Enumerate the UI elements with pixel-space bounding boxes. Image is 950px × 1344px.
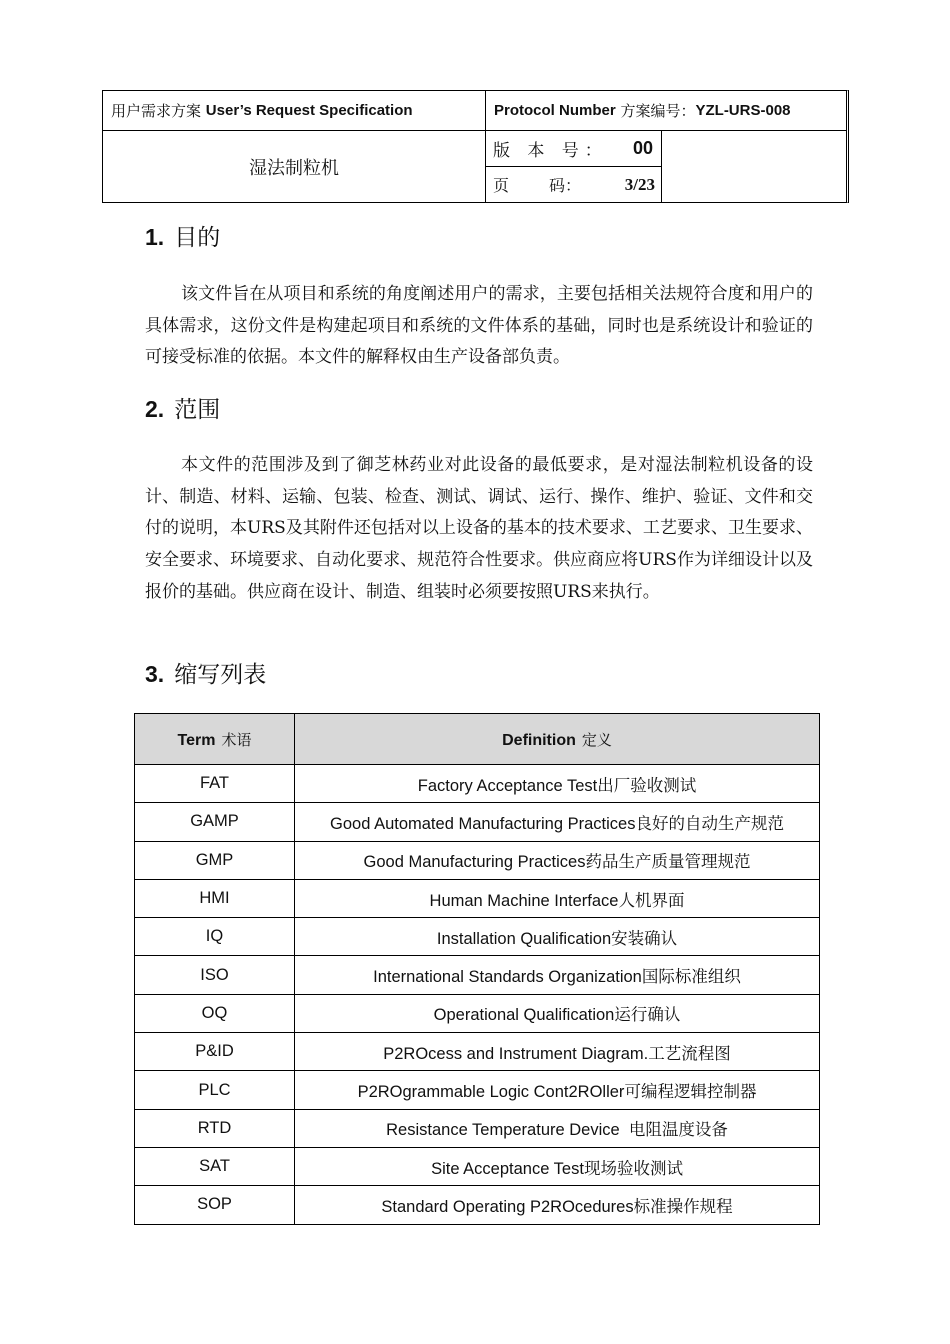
term-cell: ISO <box>135 956 295 994</box>
definition-cell <box>295 918 820 956</box>
definition-cell <box>295 1033 820 1071</box>
table-row <box>135 956 820 994</box>
section-heading-purpose <box>145 219 220 252</box>
document-header <box>102 90 849 203</box>
definition-column-header: Definition 定义 <box>295 714 820 765</box>
definition-en: Good Manufacturing Practices <box>363 853 586 872</box>
definition-en: Resistance Temperature Device <box>386 1121 629 1140</box>
table-row <box>135 1109 820 1147</box>
table-row <box>135 1071 820 1109</box>
definition-en: P2ROgrammable Logic Cont2ROller <box>357 1083 625 1102</box>
term-cell: RTD <box>135 1109 295 1147</box>
section-number: 1. <box>145 224 165 250</box>
definition-cn: 可编程逻辑控制器 <box>624 1082 757 1102</box>
page-label-b: 码： <box>549 176 582 195</box>
section-title: 缩写列表 <box>174 662 267 688</box>
table-row <box>135 765 820 803</box>
definition-en: Good Automated Manufacturing Practices <box>330 814 636 833</box>
definition-cell <box>295 956 820 994</box>
definition-en: Site Acceptance Test <box>431 1159 584 1178</box>
definition-en: Factory Acceptance Test <box>417 776 598 795</box>
term-column-header: Term 术语 <box>135 714 295 765</box>
definition-en: Installation Qualification <box>436 929 612 948</box>
table-row <box>135 1186 820 1224</box>
table-row <box>135 994 820 1032</box>
definition-cn: 国际标准组织 <box>641 967 741 987</box>
definition-en: Operational Qualification <box>433 1006 615 1025</box>
definition-en: P2ROcess and Instrument Diagram. <box>383 1044 649 1063</box>
section-title: 目的 <box>174 225 221 251</box>
purpose-paragraph: 该文件旨在从项目和系统的角度阐述用户的需求，主要包括相关法规符合度和用户的具体需求，这份文件是构建起项目和系统的文件体系的基础，同时也是系统设计和验证的可接受标准的依据。本文件的解释权由生产设备部负责。 <box>145 284 813 368</box>
definition-cn: 出厂验收测试 <box>597 775 697 795</box>
definition-cell <box>295 1186 820 1224</box>
definition-cn: 药品生产质量管理规范 <box>585 852 751 872</box>
abbreviation-rows <box>135 765 820 1225</box>
term-cell: GMP <box>135 841 295 879</box>
term-cell: GAMP <box>135 803 295 841</box>
definition-cell <box>295 765 820 803</box>
term-cell: OQ <box>135 994 295 1032</box>
table-row <box>135 918 820 956</box>
protocol-label-cn: 方案编号： <box>620 102 696 120</box>
definition-cn: 电阻温度设备 <box>628 1120 728 1140</box>
term-cell: FAT <box>135 765 295 803</box>
term-cell: IQ <box>135 918 295 956</box>
section-number: 3. <box>145 661 165 687</box>
section-heading-abbreviations <box>145 656 266 689</box>
spec-title <box>103 91 485 130</box>
definition-en: International Standards Organization <box>373 968 642 987</box>
table-row <box>135 1033 820 1071</box>
term-cell: P&ID <box>135 1033 295 1071</box>
header-divider <box>661 130 662 203</box>
definition-cn: 标准操作规程 <box>633 1196 733 1216</box>
spec-title-cn: 用户需求方案 <box>111 102 202 120</box>
definition-cell <box>295 1109 820 1147</box>
protocol-label: Protocol Number <box>494 102 616 119</box>
definition-cell <box>295 803 820 841</box>
protocol-number <box>485 91 847 130</box>
table-header-row <box>135 714 820 765</box>
definition-cn: 人机界面 <box>618 890 685 910</box>
abbreviation-table <box>134 713 820 1225</box>
definition-en: Standard Operating P2ROcedures <box>381 1197 634 1216</box>
term-cell: HMI <box>135 879 295 917</box>
table-row <box>135 803 820 841</box>
scope-paragraph: 本文件的范围涉及到了御芝林药业对此设备的最低要求，是对湿法制粒机设备的设计、制造、材料、运输、包装、检查、测试、调试、运行、操作、维护、验证、文件和交付的说明，本URS及其附件还包括对以上设备的基本的技术要求、工艺要求、卫生要求、安全要求、环境要求、自动化要求、规范符合性要求。供应商应将URS作为详细设计以及报价的基础。供应商在设计、制造、组装时必须要按照URS来执行。 <box>145 455 813 602</box>
definition-cn: 现场验收测试 <box>583 1158 683 1178</box>
page-value: 3/23 <box>624 174 655 194</box>
protocol-value: YZL-URS-008 <box>695 102 791 119</box>
page-label-a: 页 <box>493 176 510 195</box>
definition-cell <box>295 841 820 879</box>
definition-cn: 工艺流程图 <box>648 1043 731 1063</box>
definition-cn: 运行确认 <box>614 1005 681 1025</box>
definition-cell <box>295 1071 820 1109</box>
table-row <box>135 879 820 917</box>
section-heading-scope <box>145 391 220 424</box>
table-row <box>135 1147 820 1185</box>
definition-cell <box>295 1147 820 1185</box>
section-number: 2. <box>145 396 165 422</box>
term-cell: SOP <box>135 1186 295 1224</box>
definition-cn: 安装确认 <box>611 928 678 948</box>
definition-en: Human Machine Interface <box>429 891 619 910</box>
definition-cell <box>295 994 820 1032</box>
section-title: 范围 <box>174 397 221 423</box>
definition-cn: 良好的自动生产规范 <box>635 813 784 833</box>
table-row <box>135 841 820 879</box>
spec-title-en: User’s Request Specification <box>205 102 413 119</box>
version-value: 00 <box>632 137 653 158</box>
definition-cell <box>295 879 820 917</box>
machine-name: 湿法制粒机 <box>249 157 339 179</box>
term-cell: PLC <box>135 1071 295 1109</box>
term-cell: SAT <box>135 1147 295 1185</box>
version-label: 版 本 号： <box>493 140 608 161</box>
